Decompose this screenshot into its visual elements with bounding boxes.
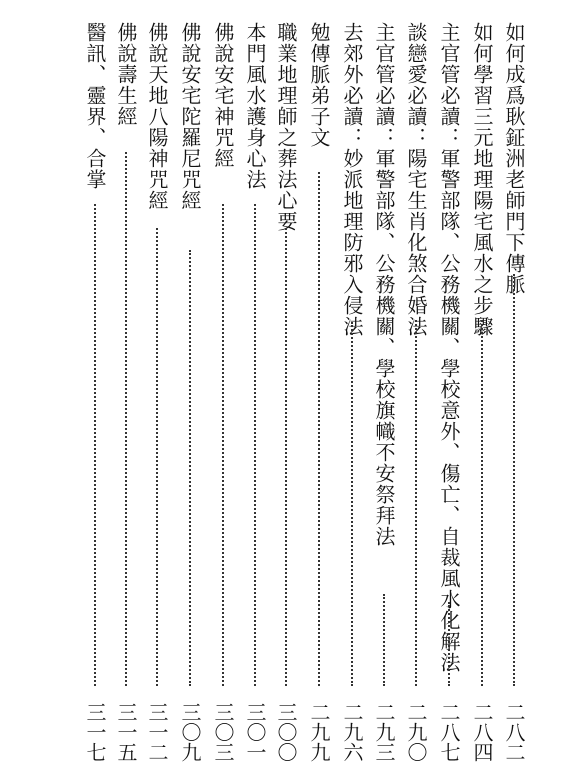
toc-entry-title: 主官管必讀：軍警部隊、公務機關、學校旗幟不安祭拜法 [372, 22, 396, 547]
toc-entry-page: 三一七 [83, 702, 107, 762]
toc-entry-page: 三一二 [145, 702, 169, 762]
toc-entry-title: 勉傳脈弟子文 [307, 22, 331, 148]
toc-entry-title: 佛說天地八陽神咒經 [145, 22, 169, 211]
dot-leader [156, 228, 158, 686]
toc-entry [470, 22, 494, 762]
dot-leader [94, 204, 96, 686]
toc-entry [274, 22, 298, 762]
toc-entry-title: 如何學習三元地理陽宅風水之步驟 [470, 22, 494, 337]
toc-entry [437, 22, 461, 762]
toc-entry-title: 佛說壽生經 [114, 22, 138, 127]
dot-leader [448, 602, 450, 686]
toc-entry [502, 22, 526, 762]
toc-entry-page: 二九九 [307, 702, 331, 762]
toc-entry-page: 三〇三 [211, 702, 235, 762]
toc-entry-title: 本門風水護身心法 [243, 22, 267, 190]
dot-leader [351, 322, 353, 686]
toc-entry-title: 主官管必讀：軍警部隊、公務機關、學校意外、傷亡、自裁風水化解法 [437, 22, 461, 673]
dot-leader [125, 152, 127, 686]
toc-entry [211, 22, 235, 762]
toc-entry-title: 佛說安宅陀羅尼咒經 [178, 22, 202, 211]
toc-entry-page: 三〇〇 [274, 702, 298, 762]
toc-entry [145, 22, 169, 762]
toc-entry-page: 二九三 [372, 702, 396, 762]
dot-leader [383, 594, 385, 686]
dot-leader [285, 228, 287, 686]
toc-entry [307, 22, 331, 762]
toc-entry-title: 佛說安宅神咒經 [211, 22, 235, 169]
toc-entry [372, 22, 396, 762]
toc-entry-page: 三一五 [114, 702, 138, 762]
toc-entry-title: 醫訊、靈界、合掌 [83, 22, 107, 190]
toc-entry-page: 三〇一 [243, 702, 267, 762]
toc-entry [83, 22, 107, 762]
toc-entry-title: 去郊外必讀：妙派地理防邪入侵法 [340, 22, 364, 337]
toc-entry-page: 三〇九 [178, 702, 202, 762]
toc-entry [404, 22, 428, 762]
dot-leader [415, 320, 417, 686]
dot-leader [513, 274, 515, 686]
toc-entry-page: 二八二 [502, 702, 526, 762]
dot-leader [222, 204, 224, 686]
toc-entry [243, 22, 267, 762]
toc-entry-page: 二九〇 [404, 702, 428, 762]
dot-leader [189, 250, 191, 686]
toc-entry-title: 如何成爲耿鉦洲老師門下傳脈 [502, 22, 526, 295]
toc-entry [178, 22, 202, 762]
toc-entry-page: 二九六 [340, 702, 364, 762]
dot-leader [318, 172, 320, 686]
toc-entry-title: 職業地理師之葬法心要 [274, 22, 298, 232]
toc-entry-page: 二八四 [470, 702, 494, 762]
dot-leader [254, 204, 256, 686]
toc-entry-page: 二八七 [437, 702, 461, 762]
toc-entry-title: 談戀愛必讀：陽宅生肖化煞合婚法 [404, 22, 428, 337]
toc-entry [340, 22, 364, 762]
toc-entry [114, 22, 138, 762]
dot-leader [481, 320, 483, 686]
